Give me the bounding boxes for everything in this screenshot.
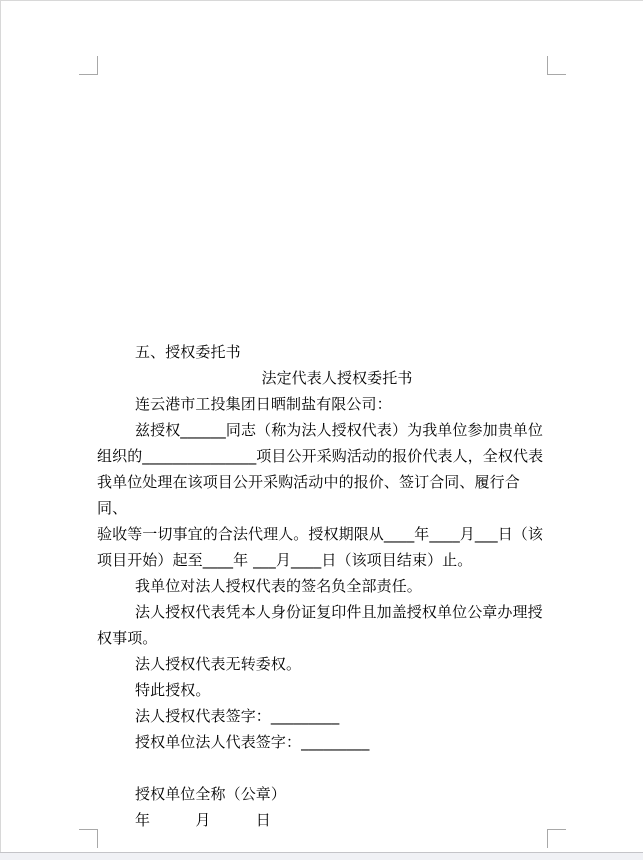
text-line: 我单位处理在该项目公开采购活动中的报价、签订合同、履行合同、 <box>97 473 520 517</box>
crop-mark-bottom-left <box>79 829 98 848</box>
text-line: 年 月 日 <box>135 811 271 829</box>
document-body[interactable] <box>97 339 549 833</box>
blank-line <box>97 755 549 781</box>
text-line: 法人授权代表签字：_________ <box>135 707 340 725</box>
text-line: 五、授权委托书 <box>135 343 241 361</box>
crop-mark-top-right <box>547 56 566 75</box>
text-line: 组织的_______________项目公开采购活动的报价代表人，全权代表 <box>97 447 544 465</box>
text-line: 授权单位法人代表签字：_________ <box>135 733 370 751</box>
page-left-edge <box>0 0 1 852</box>
text-line: 验收等一切事宜的合法代理人。授权期限从____年____月___日（该 <box>97 525 544 543</box>
text-line: 法人授权代表凭本人身份证复印件且加盖授权单位公章办理授 <box>135 603 543 621</box>
text-line: 法定代表人授权委托书 <box>261 369 413 387</box>
page-top-edge <box>0 0 643 1</box>
text-line: 权事项。 <box>97 629 158 647</box>
text-line: 兹授权______同志（称为法人授权代表）为我单位参加贵单位 <box>135 421 544 439</box>
text-line: 项目开始）起至____年 ___月____日（该项目结束）止。 <box>97 551 473 569</box>
crop-mark-bottom-right <box>547 829 566 848</box>
text-line: 授权单位全称（公章） <box>135 785 287 803</box>
text-line: 我单位对法人授权代表的签名负全部责任。 <box>135 577 422 595</box>
text-line: 连云港市工投集团日晒制盐有限公司： <box>135 395 392 413</box>
app-background <box>0 853 643 860</box>
text-line: 特此授权。 <box>135 681 211 699</box>
crop-mark-top-left <box>79 56 98 75</box>
text-line: 法人授权代表无转委权。 <box>135 655 302 673</box>
